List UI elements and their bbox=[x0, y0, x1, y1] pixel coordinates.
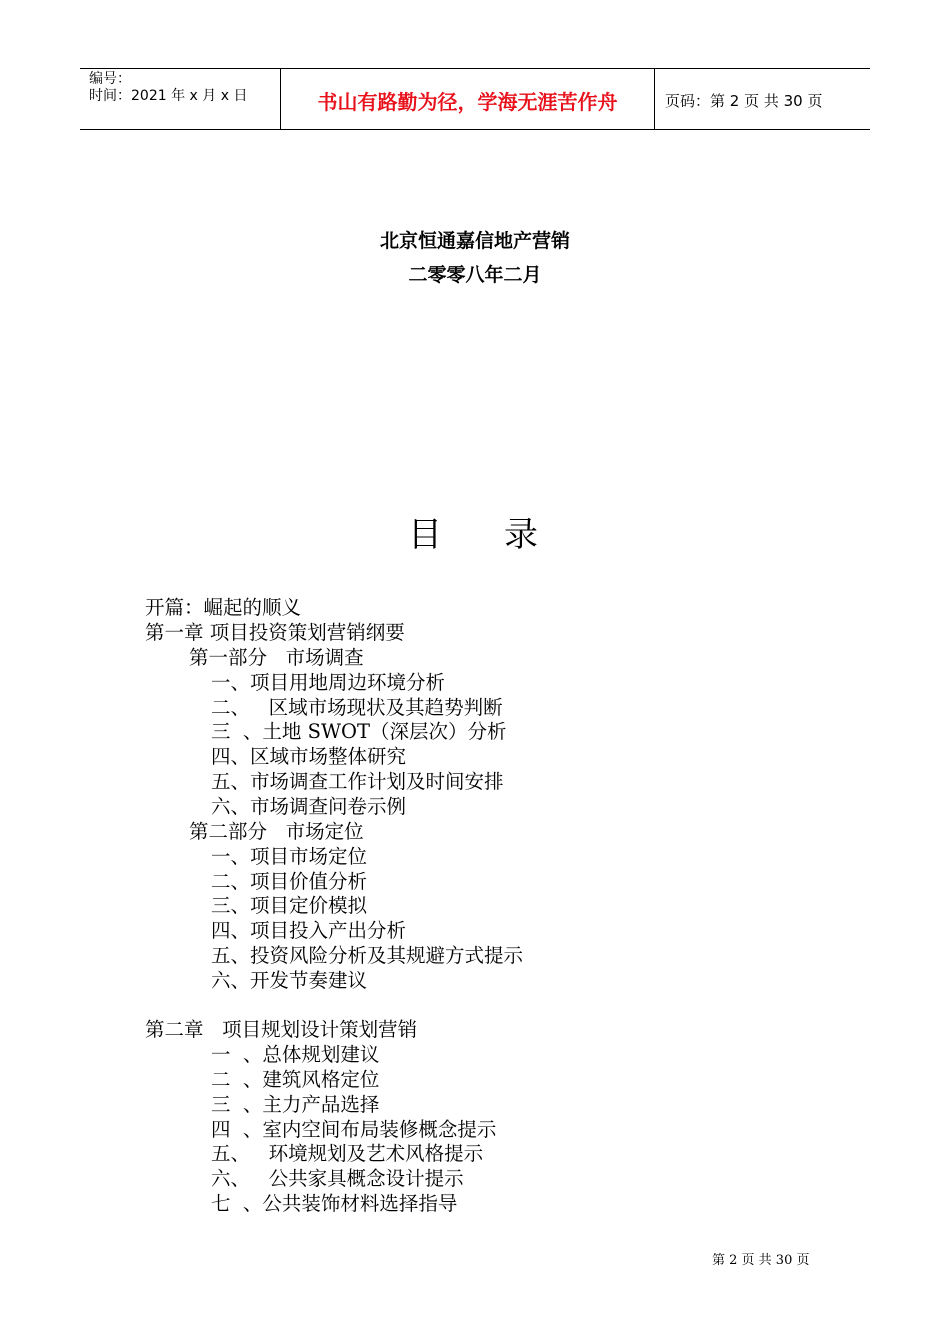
toc-item: 三 、土地 SWOT（深层次）分析 bbox=[211, 720, 507, 743]
toc-item: 一 、总体规划建议 bbox=[211, 1043, 380, 1066]
company-name: 北京恒通嘉信地产营销 bbox=[379, 230, 570, 252]
toc-item: 六、开发节奏建议 bbox=[211, 969, 368, 992]
number-label: 编号： bbox=[89, 71, 131, 87]
toc-item: 五、 环境规划及艺术风格提示 bbox=[211, 1142, 484, 1165]
toc-item: 六、 公共家具概念设计提示 bbox=[211, 1167, 464, 1190]
toc-item: 第二部分 市场定位 bbox=[189, 820, 364, 843]
toc-item: 五、市场调查工作计划及时间安排 bbox=[211, 770, 504, 793]
toc-item: 六、市场调查问卷示例 bbox=[211, 795, 407, 818]
toc-item: 二、项目价值分析 bbox=[211, 870, 368, 893]
toc-item: 第二章 项目规划设计策划营销 bbox=[145, 1018, 418, 1041]
toc-item: 第一部分 市场调查 bbox=[189, 646, 364, 669]
time-label: 时间：2021 年 x 月 x 日 bbox=[89, 88, 248, 104]
header-motto: 书山有路勤为径，学海无涯苦作舟 bbox=[281, 69, 655, 129]
toc-item: 五、投资风险分析及其规避方式提示 bbox=[211, 944, 524, 967]
toc-title-char-1: 目 bbox=[408, 515, 442, 555]
page-footer: 第 2 页 共 30 页 bbox=[712, 1253, 810, 1268]
toc-item: 四、区域市场整体研究 bbox=[211, 745, 407, 768]
toc-item: 一、项目市场定位 bbox=[211, 845, 368, 868]
document-date: 二零零八年二月 bbox=[408, 264, 542, 286]
toc-item: 三、项目定价模拟 bbox=[211, 894, 368, 917]
toc-title-char-2: 录 bbox=[504, 515, 538, 555]
toc-item: 第一章 项目投资策划营销纲要 bbox=[145, 621, 405, 644]
header-page-info: 页码：第 2 页 共 30 页 bbox=[665, 91, 823, 110]
toc-item: 一、项目用地周边环境分析 bbox=[211, 671, 446, 694]
toc-item: 三 、主力产品选择 bbox=[211, 1093, 380, 1116]
toc-item: 开篇：崛起的顺义 bbox=[145, 596, 302, 619]
toc-item: 四 、室内空间布局装修概念提示 bbox=[211, 1118, 497, 1141]
toc-item: 七 、公共装饰材料选择指导 bbox=[211, 1192, 458, 1215]
toc-item: 二、 区域市场现状及其趋势判断 bbox=[211, 696, 503, 719]
toc-item: 二 、建筑风格定位 bbox=[211, 1068, 380, 1091]
toc-item: 四、项目投入产出分析 bbox=[211, 919, 407, 942]
